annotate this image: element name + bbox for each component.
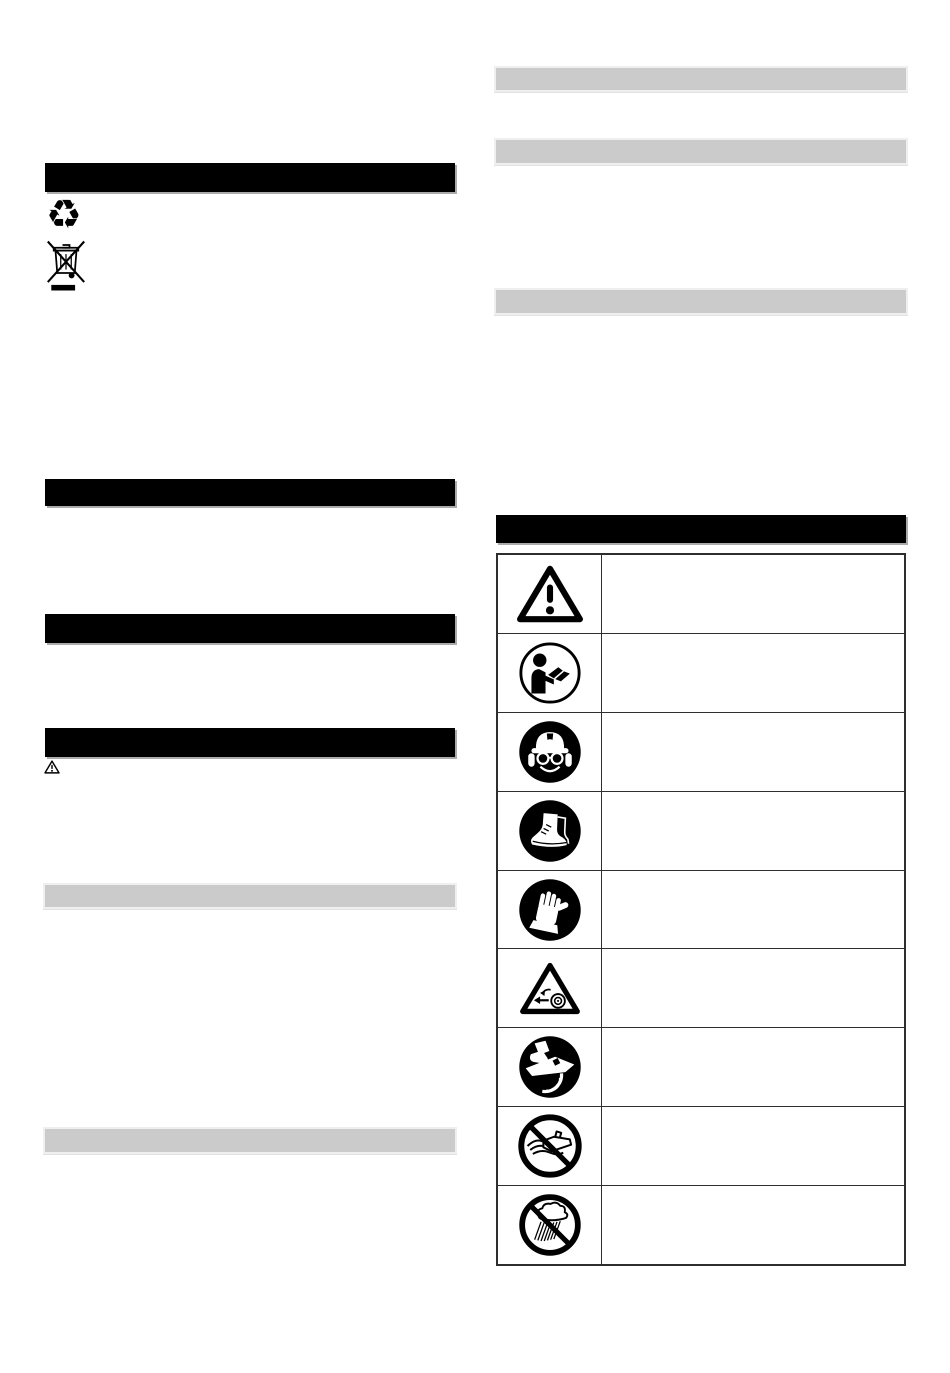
safety-symbol-table <box>496 553 906 1266</box>
recycling-icon: ♻ <box>46 192 82 238</box>
read-operators-manual-icon <box>498 634 602 712</box>
symbol-description-cell <box>602 555 904 633</box>
do-not-expose-to-rain-icon <box>498 1186 602 1264</box>
symbol-table-row <box>498 1106 904 1185</box>
left-section-header-3 <box>45 614 455 643</box>
symbol-table-row <box>498 791 904 870</box>
blade-kickback-warning-icon <box>498 949 602 1027</box>
left-subsection-header-2 <box>43 1127 457 1154</box>
symbol-description-cell <box>602 1028 904 1106</box>
symbol-description-cell <box>602 792 904 870</box>
warning-note-icon <box>44 760 60 774</box>
right-subsection-header-1 <box>494 66 908 92</box>
symbol-description-cell <box>602 949 904 1027</box>
do-not-touch-blade-icon <box>498 1107 602 1185</box>
symbol-table-row <box>498 948 904 1027</box>
symbol-table-row <box>498 633 904 712</box>
left-section-header-1 <box>45 163 455 192</box>
symbol-table-row <box>498 555 904 633</box>
symbol-table-row <box>498 870 904 949</box>
protective-gloves-icon <box>498 871 602 949</box>
safety-boots-icon <box>498 792 602 870</box>
symbol-table-row <box>498 712 904 791</box>
symbol-description-cell <box>602 634 904 712</box>
symbol-table-row <box>498 1027 904 1106</box>
symbol-description-cell <box>602 871 904 949</box>
right-subsection-header-3 <box>494 288 908 315</box>
weee-crossed-out-wheeled-bin-icon <box>45 233 87 292</box>
general-warning-icon <box>498 555 602 633</box>
left-section-header-4 <box>45 728 455 757</box>
symbol-description-cell <box>602 1186 904 1264</box>
symbols-section-header <box>496 515 906 543</box>
left-section-header-2 <box>45 479 455 506</box>
rotating-blade-contact-icon <box>498 1028 602 1106</box>
head-eye-ear-protection-icon <box>498 713 602 791</box>
symbol-description-cell <box>602 713 904 791</box>
right-subsection-header-2 <box>494 138 908 165</box>
symbol-description-cell <box>602 1107 904 1185</box>
left-subsection-header-1 <box>43 883 457 909</box>
symbol-table-row <box>498 1185 904 1264</box>
